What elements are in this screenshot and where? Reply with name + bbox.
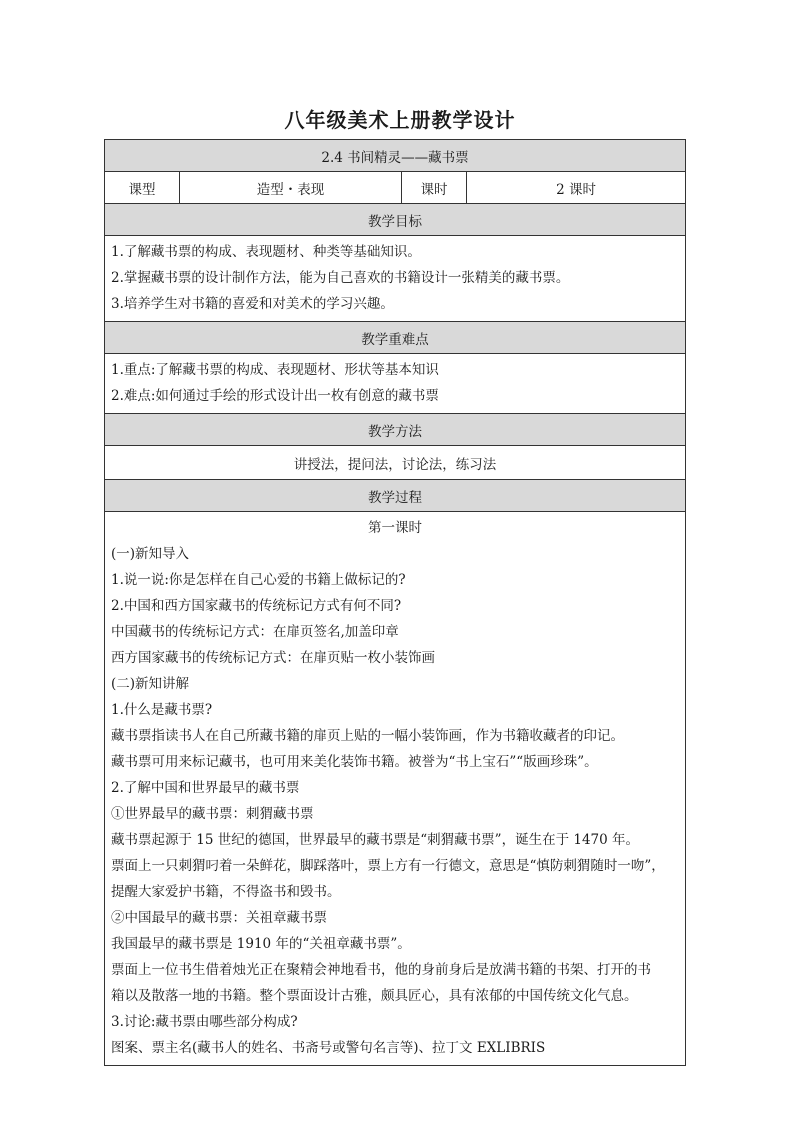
process-heading: 教学过程 [105,480,686,512]
process-line: 藏书票指读书人在自己所藏书籍的扉页上贴的一幅小装饰画，作为书籍收藏者的印记。 [111,728,624,744]
type-label: 课型 [105,172,180,204]
process-line: (一)新知导入 [111,546,190,562]
process-line: 票面上一位书生借着烛光正在聚精会神地看书，他的身前身后是放满书籍的书架、打开的书 [111,962,651,978]
hours-label: 课时 [402,172,467,204]
key-point-item: 2.难点:如何通过手绘的形式设计出一枚有创意的藏书票 [111,388,439,404]
process-line: 提醒大家爱护书籍，不得盗书和毁书。 [111,884,341,900]
process-line: 1.什么是藏书票? [111,702,213,718]
process-line: 3.讨论:藏书票由哪些部分构成? [111,1014,298,1030]
objective-item: 3.培养学生对书籍的喜爱和对美术的学习兴趣。 [111,296,394,312]
process-line: 第一课时 [368,520,422,536]
process-line: 箱以及散落一地的书籍。整个票面设计古雅，颇具匠心，具有浓郁的中国传统文化气息。 [111,988,638,1004]
objectives-body [105,236,686,322]
lesson-title: 2.4 书间精灵——藏书票 [105,140,686,172]
process-line: 藏书票起源于 15 世纪的德国，世界最早的藏书票是“刺猬藏书票”，诞生在于 1470 年。 [111,832,640,848]
lesson-meta-row [105,172,686,204]
objective-item: 1.了解藏书票的构成、表现题材、种类等基础知识。 [111,244,421,260]
methods-body-row [105,446,686,480]
process-line: 图案、票主名(藏书人的姓名、书斋号或警句名言等)、拉丁文 EXLIBRIS [111,1040,546,1056]
key-points-heading-row [105,322,686,354]
methods-heading-row [105,414,686,446]
document-title: 八年级美术上册教学设计 [284,108,516,132]
process-line: 我国最早的藏书票是 1910 年的“关祖章藏书票”。 [111,936,411,952]
hours-value: 2 课时 [467,172,686,204]
objectives-body-row [105,236,686,322]
process-line: 西方国家藏书的传统标记方式：在扉页贴一枚小装饰画 [111,650,435,666]
objectives-heading: 教学目标 [105,204,686,236]
process-line: 1.说一说:你是怎样在自己心爱的书籍上做标记的? [111,572,406,588]
process-heading-row [105,480,686,512]
type-value: 造型・表现 [180,172,402,204]
process-line: 藏书票可用来标记藏书，也可用来美化装饰书籍。被誉为“书上宝石”“版画珍珠”。 [111,754,598,770]
key-points-body-row [105,354,686,414]
key-points-heading: 教学重难点 [105,322,686,354]
key-point-item: 1.重点:了解藏书票的构成、表现题材、形状等基本知识 [111,362,439,378]
process-line: 票面上一只刺猬叼着一朵鲜花，脚踩落叶，票上方有一行德文，意思是“慎防刺猬随时一吻”， [111,858,665,874]
process-line: 中国藏书的传统标记方式：在扉页签名,加盖印章 [111,624,399,640]
process-line: (二)新知讲解 [111,676,190,692]
process-line: 2.了解中国和世界最早的藏书票 [111,780,300,796]
lesson-plan-table [104,139,686,1066]
objective-item: 2.掌握藏书票的设计制作方法，能为自己喜欢的书籍设计一张精美的藏书票。 [111,270,570,286]
process-line: 2.中国和西方国家藏书的传统标记方式有何不同? [111,598,402,614]
process-line: ②中国最早的藏书票：关祖章藏书票 [111,910,327,926]
objectives-heading-row [105,204,686,236]
process-body [105,512,686,1066]
methods-text: 讲授法，提问法，讨论法，练习法 [105,446,686,480]
process-line: ①世界最早的藏书票：刺猬藏书票 [111,806,314,822]
key-points-body [105,354,686,414]
lesson-title-row [105,140,686,172]
methods-heading: 教学方法 [105,414,686,446]
process-body-row [105,512,686,1066]
